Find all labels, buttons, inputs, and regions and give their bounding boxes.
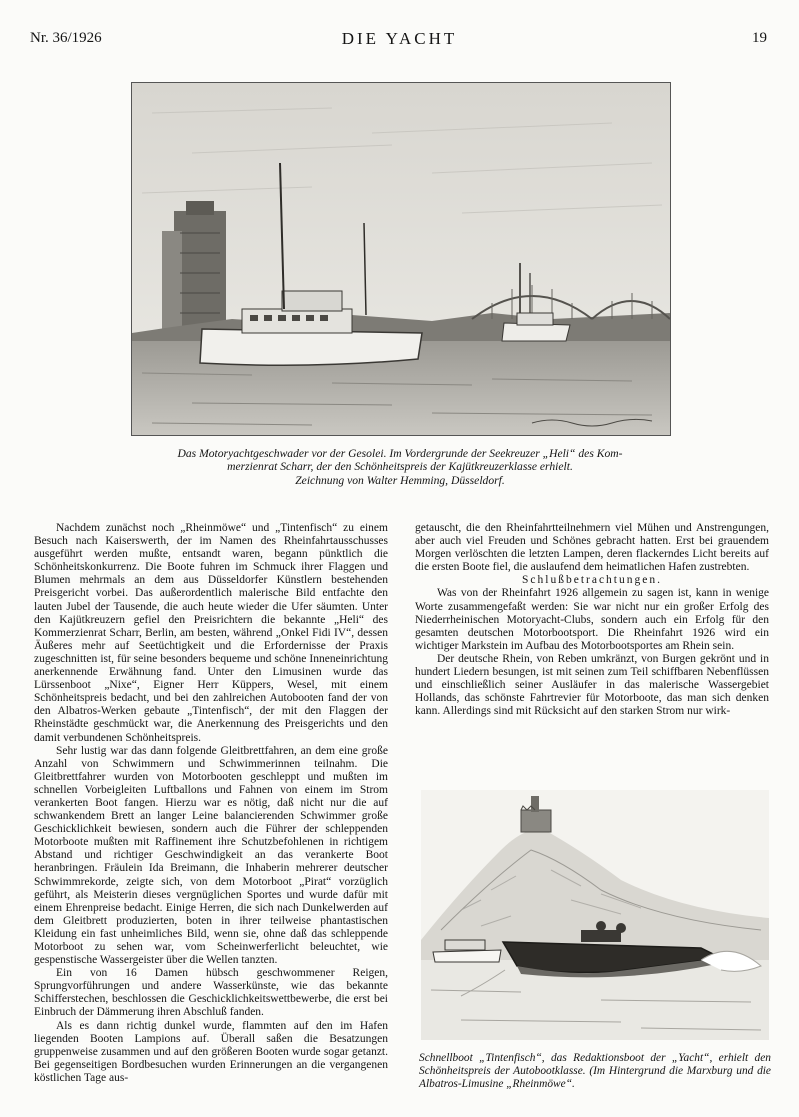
caption-line: Das Motoryachtgeschwader vor der Gesolei. Im Vordergrunde der Seekreuzer „Heli“ des Kom- bbox=[177, 447, 623, 460]
paragraph: Der deutsche Rhein, von Reben umkränzt, von Burgen gekrönt und in hundert Liedern besungen, ist mit seinen zum Teil schiffbaren Nebenflüssen und einschließlich seiner Ausläufer in das malerische Wassergebiet Hollands, das schönste Fahrtrevier für Motorboote, das man sich denken kann. Allerdings sind mit Rücksicht auf den starken Strom nur wirk- bbox=[415, 652, 769, 718]
issue-number: Nr. 36/1926 bbox=[30, 30, 102, 46]
section-heading: Schlußbetrachtungen. bbox=[522, 574, 662, 587]
journal-title: DIE YACHT bbox=[341, 29, 458, 48]
page-number: 19 bbox=[752, 30, 767, 46]
speedboat-tintenfisch-illustration bbox=[421, 790, 769, 1040]
paragraph: Sehr lustig war das dann folgende Gleitbrettfahren, an dem eine große Anzahl von Schwimmern und Schwimmerinnen teilnahm. Die Gleitbrettfahrer wurden von Motorbooten geschleppt und mußten im schnellen Vorbeigleiten Luftballons und Fahnen von einem im Strom verankerten Boot fangen. Hierzu war es nötig, daß nicht nur die auf schwankendem Brett an langer Leine balancierenden Schwimmer große Geschicklichkeit bewiesen, sondern auch die Führer der schleppenden Motorboote mußten mit Raffinement ihre Schutzbefohlenen in richtigem Abstand und richtiger Geschwindigkeit an das verankerte Boot heranbringen. Fräulein Ida Breimann, die Inhaberin mehrerer deutscher Schwimmrekorde, zeigte sich, von dem Motorboot „Pirat“ vorzüglich geführt, als Meisterin dieses vergnüglichen Sportes und wurde dafür mit einem Ehrenpreise bedacht. Einige Herren, die sich nach Dunkelwerden auf dem Gleitbrett produzierten, boten in ihrer teilweise phantastischen Kleidung ein fast unheimliches Bild, wenn sie, ohne daß das schleppende Motorboot zu sehen war, vom Scheinwerferlicht beleuchtet, wie gespenstische Wassergeister über die Wellen tanzten. bbox=[34, 744, 388, 967]
caption-credit: Zeichnung von Walter Hemming, Düsseldorf. bbox=[295, 473, 505, 487]
right-column bbox=[415, 522, 769, 718]
paragraph: Als es dann richtig dunkel wurde, flammten auf den im Hafen liegenden Booten Lampions auf. Überall saßen die Besatzungen gruppenweise zusammen und auf den größeren Booten wurde sogar getanzt. Bei gegenseitigen Bordbesuchen wurden Erinnerungen an die vergangenen köstlichen Tage aus- bbox=[34, 1019, 388, 1084]
paragraph: Ein von 16 Damen hübsch geschwommener Reigen, Sprungvorführungen und andere Wasserkünste, wie das bekannte Schifferstechen, beschlossen die Geschicklichkeitswettbewerbe, die erst bei Einbruch der Dämmerung ihren Abschluß fanden. bbox=[34, 967, 388, 1019]
bottom-figure-caption: Schnellboot „Tintenfisch“, das Redaktionsboot der „Yacht“, erhielt den Schönheitspreis der Autobootklasse. (Im Hintergrund die Marxburg und die Albatros-Limusine „Rheinmöwe“. bbox=[419, 1052, 771, 1091]
paragraph: getauscht, die den Rheinfahrtteilnehmern viel Mühen und Anstrengungen, aber auch viel Freuden und Schönes gebracht hatten. Erst bei grauendem Morgen verlöschten die letzten Lampen, deren flackerndes Licht bereits auf die ersten Boote fiel, die auslaufend dem heimatlichen Hafen zustrebten. bbox=[415, 522, 769, 574]
motor-yacht-squadron-illustration bbox=[131, 82, 671, 436]
paragraph: Nachdem zunächst noch „Rheinmöwe“ und „Tintenfisch“ zu einem Besuch nach Kaiserswerth, der im Namen des Rheinfahrtausschusses ausgeführt werden mußte, entsandt waren, begann pünktlich die Schönheitskonkurrenz. Die Boote fuhren im Schmuck ihrer Flaggen und Blumen mehrmals an dem aus Düsseldorfer Künstlern bestehenden Preisgericht vorbei. Das außerordentlich malerische Bild entfachte den lauten Jubel der Tausende, die auch heute wieder die Ufer säumten. Unter den Kajütkreuzern gefiel den Preisrichtern die bekannte „Heli“ des Kommerzienrat Scharr, Berlin, am besten, während „Onkel Fidi IV“, dessen Äußeres mehr auf Seetüchtigkeit und die Erfordernisse der Praxis zugeschnitten ist, für seine besonders bequeme und schöne Inneneinrichtung anerkennende Erwähnung fand. Unter den Limusinen wurde das Lürssenboot „Nixe“, Eigner Herr Küppers, Wesel, mit einem Schönheitspreis bedacht, und bei den zahlreichen Autobooten fand der von den Albatros-Werken gebaute „Tintenfisch“, der mit den Flaggen der Rheinstädte geschmückt war, die Anerkennung des Preisgerichts und den damit verbundenen Schönheitspreis. bbox=[34, 522, 388, 744]
paragraph: Was von der Rheinfahrt 1926 allgemein zu sagen ist, kann in wenige Worte zusammengefaßt werden: Sie war nicht nur ein großer Erfolg des Niederrheinischen Motoryacht-Clubs, sondern auch ein Erfolg für den gesamten deutschen Motorbootsport. Die Rheinfahrt 1926 wird ein wichtiger Markstein im Aufbau des Motorbootsportes am Rhein sein. bbox=[415, 587, 769, 652]
caption-line: merzienrat Scharr, der den Schönheitspreis der Kajütkreuzerklasse erhielt. bbox=[227, 460, 573, 474]
top-figure-caption bbox=[120, 447, 680, 487]
left-column bbox=[34, 522, 388, 1085]
